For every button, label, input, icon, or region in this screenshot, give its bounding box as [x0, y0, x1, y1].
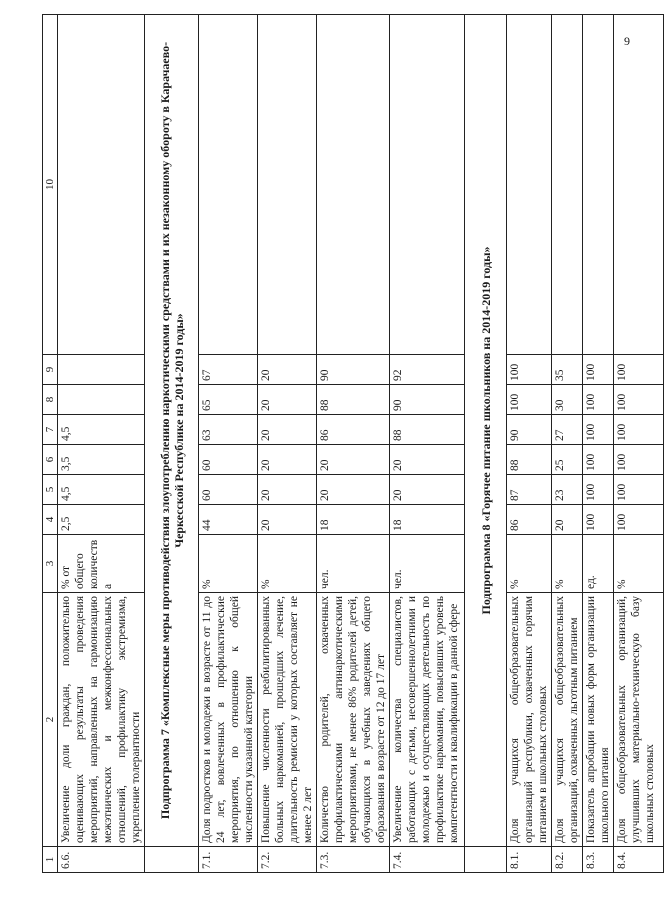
value-cell: 100: [583, 475, 614, 505]
value-cell: 20: [317, 445, 390, 475]
indicator-text: Увеличение доли граждан, положительно оценивающих результаты проведения мероприятий, направленных на гармонизацию межэтнических и межконфессиональных отношений, профилактику экстремизма, укрепление толерантности: [58, 593, 145, 847]
value-cell: 65: [199, 385, 258, 415]
table-row: [614, 15, 664, 873]
value-cell: 88: [390, 415, 465, 445]
table-row: [583, 15, 614, 873]
value-cell: 88: [317, 385, 390, 415]
unit-cell: %: [614, 535, 664, 593]
indicator-text: Показатель апробации новых форм организации школьного питания: [583, 593, 614, 847]
value-cell: 100: [614, 475, 664, 505]
value-cell: 35: [552, 355, 583, 385]
unit-cell: чел.: [390, 535, 465, 593]
value-cell: 86: [507, 505, 552, 535]
unit-cell: %: [507, 535, 552, 593]
value-cell: 100: [614, 385, 664, 415]
row-number: 7.3.: [317, 847, 390, 873]
rotated-table-container: [42, 15, 656, 873]
indicators-table: [42, 14, 664, 873]
value-cell: [317, 15, 390, 355]
indicator-text: Доля учащихся общеобразовательных организаций, охваченных льготным питанием: [552, 593, 583, 847]
value-cell: 20: [258, 505, 317, 535]
blank-cell: [465, 847, 507, 873]
value-cell: 63: [199, 415, 258, 445]
value-cell: 67: [199, 355, 258, 385]
row-number: 6.6.: [58, 847, 145, 873]
value-cell: 100: [583, 385, 614, 415]
column-header: 5: [43, 475, 58, 505]
section-title: Подпрограмма 8 «Горячее питание школьников на 2014-2019 годы»: [465, 15, 507, 847]
value-cell: 100: [614, 445, 664, 475]
value-cell: 90: [317, 355, 390, 385]
row-number: 8.2.: [552, 847, 583, 873]
column-header: 6: [43, 445, 58, 475]
table-row: [58, 15, 145, 873]
unit-cell: %: [258, 535, 317, 593]
unit-cell: % от общего количества: [58, 535, 145, 593]
row-number: 7.1.: [199, 847, 258, 873]
value-cell: 100: [507, 385, 552, 415]
value-cell: 20: [258, 415, 317, 445]
indicator-text: Доля подростков и молодежи в возрасте от 11 до 24 лет, вовлеченных в профилактические мероприятия, по отношению к общей численности указанной категории: [199, 593, 258, 847]
value-cell: 100: [583, 415, 614, 445]
indicator-text: Доля учащихся общеобразовательных организаций республики, охваченных горячим питанием в школьных столовых: [507, 593, 552, 847]
unit-cell: %: [552, 535, 583, 593]
value-cell: [199, 15, 258, 355]
value-cell: 18: [390, 505, 465, 535]
value-cell: [583, 15, 614, 355]
unit-cell: %: [199, 535, 258, 593]
unit-cell: чел.: [317, 535, 390, 593]
value-cell: [614, 15, 664, 355]
value-cell: 20: [390, 445, 465, 475]
value-cell: 20: [390, 475, 465, 505]
value-cell: 86: [317, 415, 390, 445]
row-number: 7.2.: [258, 847, 317, 873]
table-row: [507, 15, 552, 873]
value-cell: 87: [507, 475, 552, 505]
value-cell: [58, 15, 145, 355]
table-row: [258, 15, 317, 873]
value-cell: 44: [199, 505, 258, 535]
column-header: 7: [43, 415, 58, 445]
row-number: 8.3.: [583, 847, 614, 873]
column-header: 4: [43, 505, 58, 535]
column-header: 2: [43, 593, 58, 847]
value-cell: 20: [317, 475, 390, 505]
value-cell: 20: [258, 475, 317, 505]
value-cell: [507, 15, 552, 355]
section-title: Подпрограмма 7 «Комплексные меры противодействия злоупотреблению наркотическими средствами и их незаконному обороту в Карачаево-Черкесской Республике на 2014-2019 годы»: [145, 15, 199, 847]
value-cell: 23: [552, 475, 583, 505]
row-number: 8.4.: [614, 847, 664, 873]
unit-cell: ед.: [583, 535, 614, 593]
value-cell: 100: [614, 355, 664, 385]
value-cell: [58, 355, 145, 385]
section-row: [465, 15, 507, 873]
indicator-text: Повышение численности реабилитированных больных наркоманией, прошедших лечение, длительность ремиссии у которых составляет не менее 2 лет: [258, 593, 317, 847]
value-cell: 20: [258, 355, 317, 385]
value-cell: [552, 15, 583, 355]
header-row: [43, 15, 58, 873]
indicator-text: Увеличение количества специалистов, работающих с детьми, несовершеннолетними и молодежью и осуществляющих деятельность по профилактике наркомании, повысивших уровень компетентности и квалификации в данной сфере: [390, 593, 465, 847]
column-header: 8: [43, 385, 58, 415]
value-cell: 20: [258, 385, 317, 415]
indicator-text: Количество родителей, охваченных профилактическими антинаркотическими мероприятиями, не менее 86% родителей детей, обучающихся в учебных заведениях общего образования в возрасте от 12 до 17 лет: [317, 593, 390, 847]
column-header: 1: [43, 847, 58, 873]
value-cell: 20: [552, 505, 583, 535]
value-cell: 100: [583, 445, 614, 475]
indicator-text: Доля общеобразовательных организаций, улучшивших материально-техническую базу школьных столовых: [614, 593, 664, 847]
table-row: [552, 15, 583, 873]
column-header: 9: [43, 355, 58, 385]
value-cell: 25: [552, 445, 583, 475]
row-number: 7.4.: [390, 847, 465, 873]
value-cell: 18: [317, 505, 390, 535]
value-cell: 88: [507, 445, 552, 475]
table-row: [317, 15, 390, 873]
value-cell: 90: [507, 415, 552, 445]
value-cell: [58, 385, 145, 415]
value-cell: 100: [614, 505, 664, 535]
blank-cell: [145, 847, 199, 873]
value-cell: 60: [199, 475, 258, 505]
value-cell: 4,5: [58, 475, 145, 505]
value-cell: 100: [583, 355, 614, 385]
column-header: 3: [43, 535, 58, 593]
table-row: [390, 15, 465, 873]
value-cell: 2,5: [58, 505, 145, 535]
value-cell: 100: [583, 505, 614, 535]
value-cell: 92: [390, 355, 465, 385]
value-cell: 20: [258, 445, 317, 475]
value-cell: [258, 15, 317, 355]
value-cell: 100: [614, 415, 664, 445]
section-row: [145, 15, 199, 873]
value-cell: 27: [552, 415, 583, 445]
value-cell: 60: [199, 445, 258, 475]
value-cell: 30: [552, 385, 583, 415]
page-number: 9: [624, 34, 630, 48]
value-cell: 90: [390, 385, 465, 415]
value-cell: [390, 15, 465, 355]
column-header: 10: [43, 15, 58, 355]
value-cell: 100: [507, 355, 552, 385]
table-row: [199, 15, 258, 873]
value-cell: 4,5: [58, 415, 145, 445]
value-cell: 3,5: [58, 445, 145, 475]
row-number: 8.1.: [507, 847, 552, 873]
